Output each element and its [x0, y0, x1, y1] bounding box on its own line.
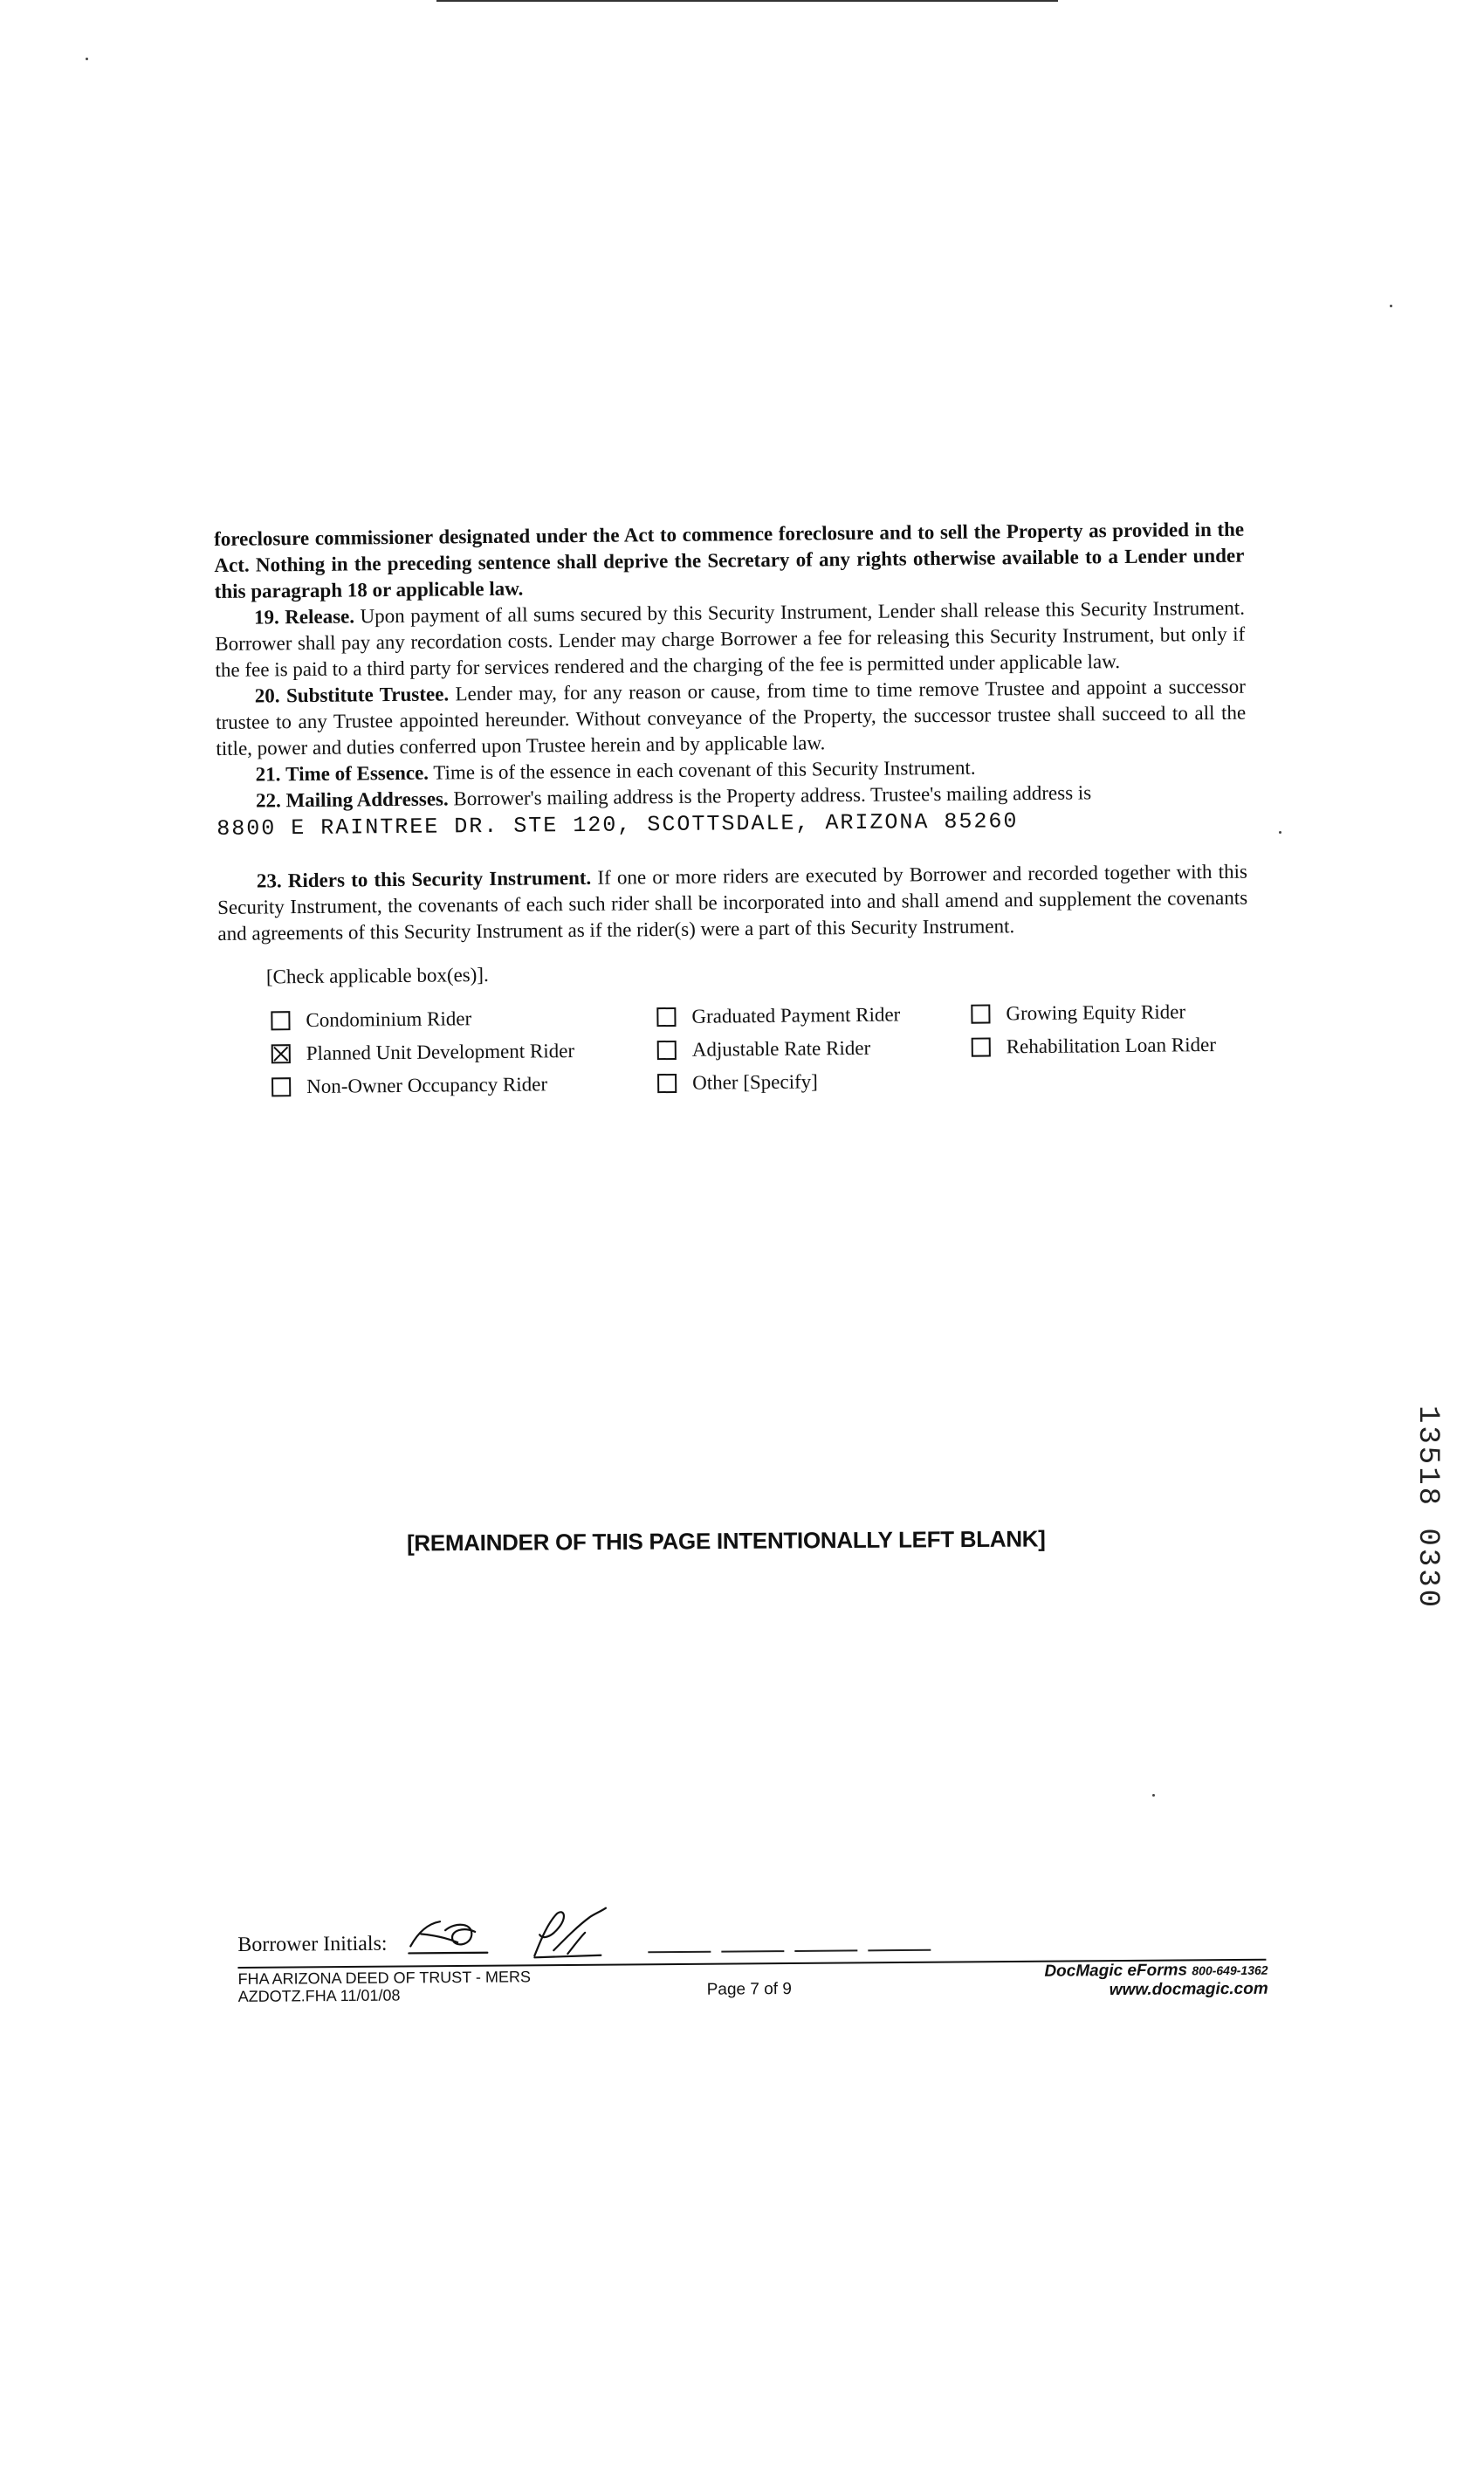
paragraph-19-body: Upon payment of all sums secured by this Security Instrument, Lender shall release this Security Instrument. Borrower shall pay any recordation costs. Lender may charge Borrower a fee for releasing this Security Instrument, but only if the fee is paid to a third party for services rendered and the charging of the fee is permitted under applicable law. — [215, 596, 1246, 681]
rider-checkbox-checked[interactable] — [271, 1044, 291, 1063]
footer-form-name: FHA ARIZONA DEED OF TRUST - MERS — [237, 1968, 532, 1988]
remainder-blank-notice: [REMAINDER OF THIS PAGE INTENTIONALLY LEFT BLANK] — [406, 1525, 1046, 1557]
side-recording-stamp — [1411, 1405, 1449, 1650]
paragraph-21-heading: Time of Essence. — [285, 761, 429, 786]
paragraph-19-heading: Release. — [285, 605, 355, 629]
paragraph-21-number: 21. — [255, 763, 281, 786]
rider-growing-equity[interactable] — [971, 1000, 1185, 1025]
footer-vendor-name: DocMagic eForms — [1044, 1961, 1188, 1981]
paragraph-23-body: If one or more riders are executed by Borrower and recorded together with this Security Instrument, the covenants of each such rider shall be incorporated into and shall amend and supplement the covenants and agreements of this Security Instrument as if the rider(s) were a part of this Security Instrument. — [217, 860, 1248, 945]
rider-checkbox-grid — [218, 992, 1249, 1106]
rider-checkbox[interactable] — [271, 1077, 291, 1096]
paragraph-23-heading: Riders to this Security Instrument. — [287, 866, 592, 892]
rider-label: Adjustable Rate Rider — [691, 1036, 871, 1061]
rider-label: Growing Equity Rider — [1006, 1000, 1186, 1025]
paragraph-20-number: 20. — [254, 684, 280, 707]
rider-adjustable-rate[interactable] — [657, 1037, 871, 1062]
rider-non-owner-occupancy[interactable] — [271, 1073, 547, 1098]
paragraph-23-number: 23. — [256, 869, 282, 892]
page-footer — [237, 1908, 1268, 2005]
rider-label: Graduated Payment Rider — [691, 1003, 901, 1027]
paragraph-19 — [215, 595, 1246, 684]
rider-label: Planned Unit Development Rider — [306, 1040, 575, 1065]
rider-condominium[interactable] — [271, 1007, 471, 1032]
rider-graduated-payment[interactable] — [656, 1003, 900, 1028]
paragraph-23 — [217, 859, 1248, 947]
scan-speck — [1390, 305, 1392, 307]
rider-label: Condominium Rider — [306, 1007, 472, 1032]
paragraph-20-heading: Substitute Trustee. — [285, 683, 450, 707]
borrower-initials-row — [237, 1908, 1268, 1960]
scan-speck — [1152, 1794, 1155, 1797]
rider-checkbox[interactable] — [657, 1074, 677, 1093]
top-edge-rule — [436, 0, 1058, 2]
rider-checkbox[interactable] — [271, 1011, 290, 1030]
paragraph-20-body: Lender may, for any reason or cause, from time to time remove Trustee and appoint a successor trustee to any Trustee appointed hereunder. Without conveyance of the Property, the successor trustee shall succeed to all the title, power and duties conferred upon Trustee herein and by applicable law. — [216, 675, 1247, 759]
scan-speck — [86, 58, 88, 60]
footer-vendor-phone: 800-649-1362 — [1192, 1962, 1268, 1978]
borrower-initials-signature — [403, 1902, 649, 1965]
paragraph-18-tail: foreclosure commissioner designated under the Act to commence foreclosure and to sell the Property as provided in the Act. Nothing in the preceding sentence shall deprive the Secretary of any rights otherwise available to a Lender under this paragraph 18 or applicable law. — [214, 518, 1245, 602]
document-body — [214, 517, 1249, 1106]
footer-form-code: AZDOTZ.FHA 11/01/08 — [237, 1986, 401, 2005]
rider-rehabilitation-loan[interactable] — [972, 1034, 1216, 1059]
scan-speck — [1279, 831, 1281, 834]
rider-checkbox[interactable] — [656, 1007, 676, 1027]
check-instruction: [Check applicable box(es)]. — [265, 964, 489, 988]
borrower-initials-label: Borrower Initials: — [237, 1932, 388, 1956]
footer-vendor — [1044, 1961, 1268, 2001]
paragraph-22-body: Borrower's mailing address is the Property address. Trustee's mailing address is — [453, 781, 1092, 810]
rider-label: Non-Owner Occupancy Rider — [306, 1073, 548, 1098]
rider-label: Other [Specify] — [692, 1070, 818, 1094]
rider-checkbox[interactable] — [972, 1037, 991, 1056]
paragraph-19-number: 19. — [253, 606, 279, 629]
rider-checkbox[interactable] — [657, 1041, 677, 1060]
footer-form-info — [237, 1968, 531, 2005]
footer-vendor-website: www.docmagic.com — [1109, 1979, 1268, 2000]
paragraph-21-body: Time is of the essence in each covenant of this Security Instrument. — [433, 756, 976, 784]
rider-other[interactable] — [657, 1070, 818, 1095]
rider-planned-unit-development[interactable] — [271, 1040, 574, 1065]
rider-label: Rehabilitation Loan Rider — [1006, 1034, 1217, 1058]
paragraph-20 — [216, 674, 1247, 762]
footer-page-number: Page 7 of 9 — [706, 1980, 792, 1999]
trustee-mailing-address: 8800 E RAINTREE DR. STE 120, SCOTTSDALE, ARIZONA 85260 — [216, 808, 1019, 842]
paragraph-22-number: 22. — [255, 789, 281, 812]
side-stamp-number: 13518 0330 — [1411, 1405, 1444, 1611]
rider-checkbox[interactable] — [971, 1004, 990, 1023]
initials-blank-lines — [648, 1949, 931, 1954]
paragraph-22-heading: Mailing Addresses. — [285, 787, 449, 812]
